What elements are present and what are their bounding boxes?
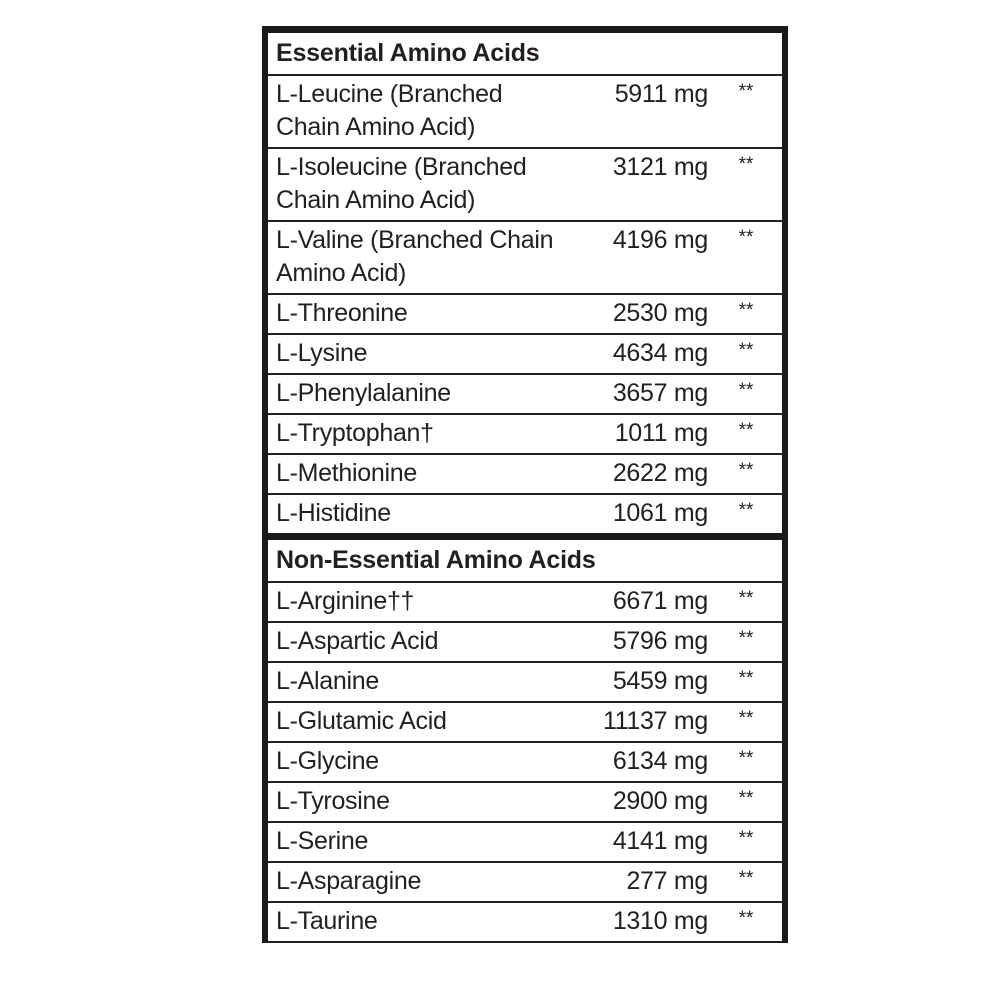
nutrient-name: L-Aspartic Acid bbox=[268, 622, 556, 662]
nutrient-name: L-Threonine bbox=[268, 294, 556, 334]
nutrient-daily-value: ** bbox=[710, 862, 782, 902]
table-row bbox=[268, 75, 782, 148]
nutrient-daily-value: ** bbox=[710, 822, 782, 862]
nutrient-amount: 4634 mg bbox=[556, 334, 710, 374]
table-row bbox=[268, 334, 782, 374]
nutrient-amount: 6134 mg bbox=[556, 742, 710, 782]
table-row bbox=[268, 414, 782, 454]
nutrient-name: L-Taurine bbox=[268, 902, 556, 942]
nutrient-name: L-Leucine (Branched Chain Amino Acid) bbox=[268, 75, 556, 148]
table-row bbox=[268, 582, 782, 622]
supplement-facts-panel bbox=[262, 26, 788, 943]
nutrient-daily-value: ** bbox=[710, 702, 782, 742]
table-row bbox=[268, 782, 782, 822]
table-row bbox=[268, 454, 782, 494]
nutrient-daily-value: ** bbox=[710, 294, 782, 334]
nutrient-name: L-Arginine†† bbox=[268, 582, 556, 622]
nutrient-daily-value: ** bbox=[710, 374, 782, 414]
table-row bbox=[268, 822, 782, 862]
table-row bbox=[268, 374, 782, 414]
nutrient-daily-value: ** bbox=[710, 75, 782, 148]
table-row bbox=[268, 148, 782, 221]
nutrient-daily-value: ** bbox=[710, 782, 782, 822]
table-row bbox=[268, 702, 782, 742]
table-row bbox=[268, 662, 782, 702]
nutrient-name: L-Glutamic Acid bbox=[268, 702, 556, 742]
nutrient-table-body bbox=[268, 30, 782, 943]
nutrient-name: L-Isoleucine (Branched Chain Amino Acid) bbox=[268, 148, 556, 221]
table-row bbox=[268, 742, 782, 782]
nutrient-amount: 5911 mg bbox=[556, 75, 710, 148]
table-row bbox=[268, 221, 782, 294]
nutrient-amount: 2900 mg bbox=[556, 782, 710, 822]
nutrient-amount: 11137 mg bbox=[556, 702, 710, 742]
nutrient-amount: 5459 mg bbox=[556, 662, 710, 702]
nutrient-daily-value: ** bbox=[710, 148, 782, 221]
nutrient-name: L-Alanine bbox=[268, 662, 556, 702]
nutrient-amount: 6671 mg bbox=[556, 582, 710, 622]
nutrient-amount: 4196 mg bbox=[556, 221, 710, 294]
section-header-non-essential bbox=[268, 537, 782, 583]
nutrient-name: L-Phenylalanine bbox=[268, 374, 556, 414]
nutrient-name: L-Glycine bbox=[268, 742, 556, 782]
nutrient-daily-value: ** bbox=[710, 742, 782, 782]
nutrient-table bbox=[268, 26, 782, 943]
nutrient-daily-value: ** bbox=[710, 902, 782, 942]
section-title: Non-Essential Amino Acids bbox=[268, 537, 782, 583]
nutrient-name: L-Asparagine bbox=[268, 862, 556, 902]
section-title: Essential Amino Acids bbox=[268, 30, 782, 76]
nutrient-name: L-Lysine bbox=[268, 334, 556, 374]
nutrient-daily-value: ** bbox=[710, 414, 782, 454]
nutrient-amount: 5796 mg bbox=[556, 622, 710, 662]
table-row bbox=[268, 494, 782, 537]
nutrient-name: L-Methionine bbox=[268, 454, 556, 494]
nutrient-daily-value: ** bbox=[710, 622, 782, 662]
nutrient-name: L-Tryptophan† bbox=[268, 414, 556, 454]
table-row bbox=[268, 622, 782, 662]
nutrient-daily-value: ** bbox=[710, 454, 782, 494]
nutrient-name: L-Serine bbox=[268, 822, 556, 862]
nutrient-daily-value: ** bbox=[710, 334, 782, 374]
nutrient-amount: 2530 mg bbox=[556, 294, 710, 334]
nutrient-daily-value: ** bbox=[710, 662, 782, 702]
table-row bbox=[268, 294, 782, 334]
nutrient-daily-value: ** bbox=[710, 221, 782, 294]
nutrient-amount: 2622 mg bbox=[556, 454, 710, 494]
table-row bbox=[268, 862, 782, 902]
nutrient-name: L-Valine (Branched Chain Amino Acid) bbox=[268, 221, 556, 294]
nutrient-amount: 277 mg bbox=[556, 862, 710, 902]
table-row bbox=[268, 902, 782, 942]
nutrient-amount: 3657 mg bbox=[556, 374, 710, 414]
nutrient-amount: 3121 mg bbox=[556, 148, 710, 221]
nutrient-name: L-Tyrosine bbox=[268, 782, 556, 822]
nutrient-amount: 1061 mg bbox=[556, 494, 710, 537]
nutrient-amount: 4141 mg bbox=[556, 822, 710, 862]
nutrient-name: L-Histidine bbox=[268, 494, 556, 537]
nutrient-amount: 1011 mg bbox=[556, 414, 710, 454]
nutrient-amount: 1310 mg bbox=[556, 902, 710, 942]
nutrient-daily-value: ** bbox=[710, 582, 782, 622]
section-header-essential bbox=[268, 30, 782, 76]
nutrient-daily-value: ** bbox=[710, 494, 782, 537]
